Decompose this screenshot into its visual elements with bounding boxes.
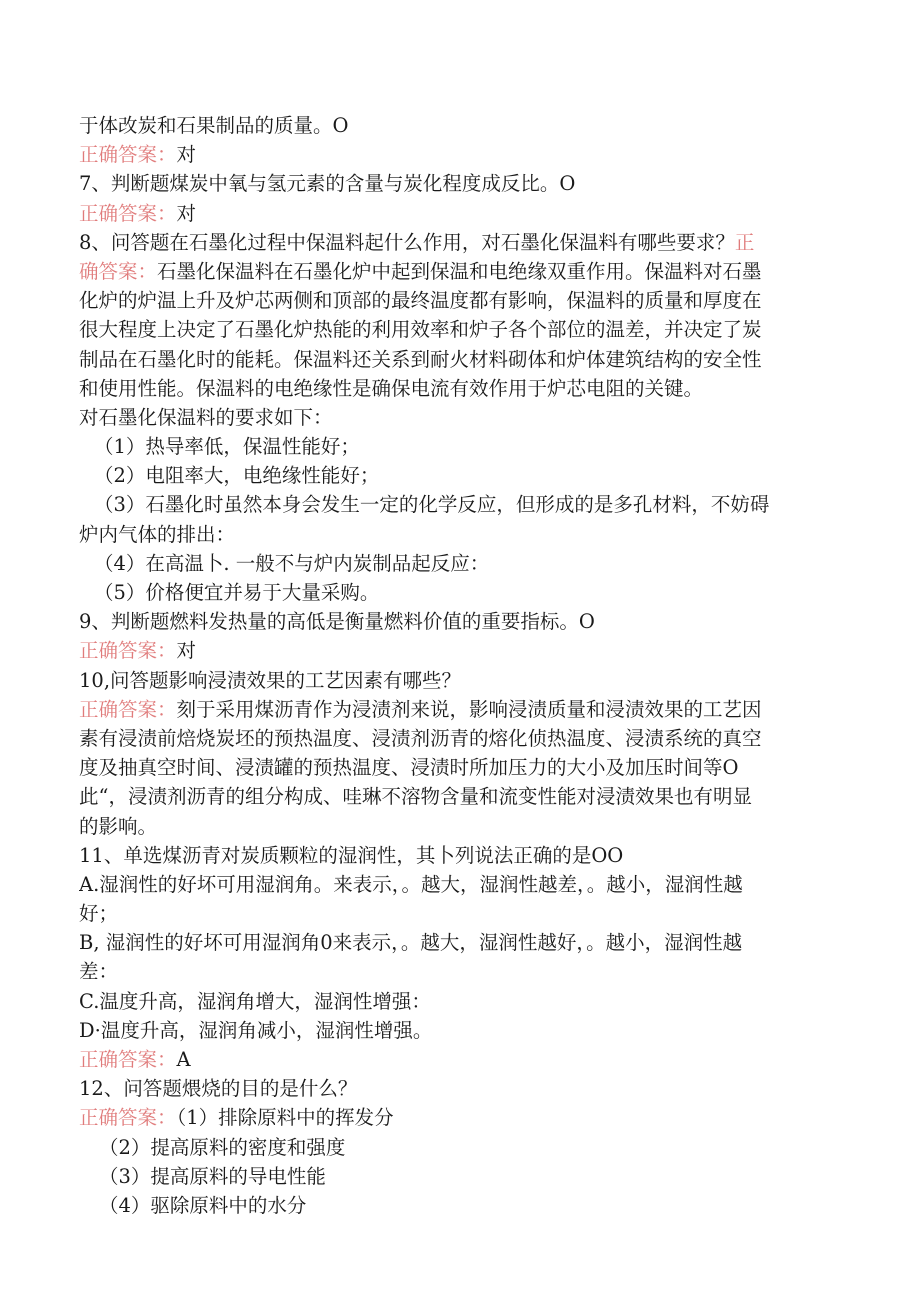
line-text: 对石墨化保温料的要求如下： [79, 405, 333, 429]
answer-label: 正确答案： [79, 639, 177, 663]
line-text: （3）提高原料的导电性能 [99, 1164, 326, 1188]
text-line [79, 461, 839, 490]
line-text: 刻于采用煤沥青作为浸渍剂来说，影响浸渍质量和浸渍效果的工艺因 [176, 697, 762, 721]
text-line [79, 899, 839, 928]
text-line [79, 957, 839, 986]
answer-label: 正确答案： [79, 697, 177, 721]
text-line [79, 169, 839, 198]
line-text: 此“，浸渍剂沥青的组分构成、哇琳不溶物含量和流变性能对浸渍效果也有明显 [79, 785, 752, 809]
line-text: 度及抽真空时间、浸渍罐的预热温度、浸渍时所加压力的大小及加压时间等O [79, 756, 739, 780]
answer-label: 确答案： [79, 259, 158, 283]
line-text: 和使用性能。保温料的电绝缘性是确保电流有效作用于炉芯电阻的关键。 [79, 376, 704, 400]
text-line [79, 1133, 839, 1162]
text-line [79, 695, 839, 724]
line-text: 对 [176, 143, 197, 167]
text-line [79, 520, 839, 549]
line-text: D·温度升高，湿润角减小，湿润性增强。 [79, 1018, 433, 1042]
text-line [79, 432, 839, 461]
document-body [79, 111, 839, 1220]
text-line [79, 374, 839, 403]
line-text: A.湿润性的好坏可用湿润角。来表示，。越大，湿润性越差，。越小，湿润性越 [79, 872, 743, 896]
line-text: 差： [79, 960, 119, 984]
line-text: 化炉的炉温上升及炉芯两侧和顶部的最终温度都有影响，保温料的质量和厚度在 [79, 289, 762, 313]
text-line [79, 1162, 839, 1191]
line-text: 7、判断题煤炭中氧与氢元素的含量与炭化程度成反比。O [79, 172, 576, 196]
text-line [79, 228, 839, 257]
text-line [79, 1191, 839, 1220]
text-line [79, 870, 839, 899]
text-line [79, 724, 839, 753]
line-text: 制品在石墨化时的能耗。保温料还关系到耐火材料砌体和炉体建筑结构的安全性 [79, 347, 762, 371]
text-line [79, 666, 839, 695]
line-text: 素有浸渍前焙烧炭坯的预热温度、浸渍剂沥青的熔化侦热温度、浸渍系统的真空 [79, 726, 762, 750]
text-line [79, 286, 839, 315]
text-line [79, 578, 839, 607]
text-line [79, 1074, 839, 1103]
text-line [79, 812, 839, 841]
line-text: 对 [176, 201, 197, 225]
text-line [79, 111, 839, 140]
line-text: （3）石墨化时虽然本身会发生一定的化学反应，但形成的是多孔材料，不妨碍 [94, 493, 770, 517]
answer-label: 正确答案： [79, 1106, 177, 1130]
line-text: 很大程度上决定了石墨化炉热能的利用效率和炉子各个部位的温差，并决定了炭 [79, 318, 762, 342]
line-text: （1）排除原料中的挥发分 [176, 1106, 394, 1130]
line-text: 炉内气体的排出： [79, 522, 236, 546]
line-text: （1）热导率低，保温性能好； [94, 435, 360, 459]
line-text: 9、判断题燃料发热量的高低是衡量燃料价值的重要指标。O [79, 610, 595, 634]
text-line [79, 841, 839, 870]
text-line [79, 403, 839, 432]
line-text: 对 [176, 639, 197, 663]
text-line [79, 987, 839, 1016]
answer-label-start: 正 [734, 230, 755, 254]
text-line [79, 549, 839, 578]
text-line [79, 1045, 839, 1074]
line-text: B, 湿润性的好坏可用湿润角0来表示，。越大，湿润性越好，。越小，湿润性越 [79, 931, 743, 955]
line-text: （4）在高温卜. 一般不与炉内炭制品起反应： [94, 551, 490, 575]
line-text: 11、单选煤沥青对炭质颗粒的湿润性，其卜列说法正确的是OO [79, 843, 624, 867]
answer-label: 正确答案： [79, 1048, 177, 1071]
line-text: 10,问答题影响浸渍效果的工艺因素有哪些？ [79, 668, 462, 692]
text-line [79, 257, 839, 286]
text-line [79, 782, 839, 811]
text-line [79, 607, 839, 636]
line-text: （5）价格便宜并易于大量采购。 [94, 581, 380, 604]
text-line [79, 140, 839, 169]
line-text: 8、问答题在石墨化过程中保温料起什么作用，对石墨化保温料有哪些要求？ [79, 230, 735, 254]
text-line [79, 199, 839, 228]
line-text: 好； [79, 902, 119, 926]
line-text: 的影响。 [79, 814, 158, 838]
text-line [79, 1016, 839, 1045]
line-text: 石墨化保温料在石墨化炉中起到保温和电绝缘双重作用。保温料对石墨 [157, 259, 762, 283]
line-text: 12、问答题煨烧的目的是什么？ [79, 1077, 358, 1101]
answer-label: 正确答案： [79, 201, 177, 225]
line-text: （4）驱除原料中的水分 [99, 1193, 307, 1217]
text-line [79, 490, 839, 519]
text-line [79, 753, 839, 782]
text-line [79, 315, 839, 344]
line-text: A [176, 1048, 191, 1071]
line-text: C.温度升高，湿润角增大，湿润性增强： [79, 989, 431, 1013]
line-text: （2）电阻率大，电绝缘性能好； [94, 464, 380, 488]
text-line [79, 1103, 839, 1132]
text-line [79, 636, 839, 665]
line-text: （2）提高原料的密度和强度 [99, 1135, 346, 1159]
answer-label: 正确答案： [79, 143, 177, 167]
line-text: 于体改炭和石果制品的质量。O [79, 114, 349, 137]
text-line [79, 928, 839, 957]
text-line [79, 345, 839, 374]
